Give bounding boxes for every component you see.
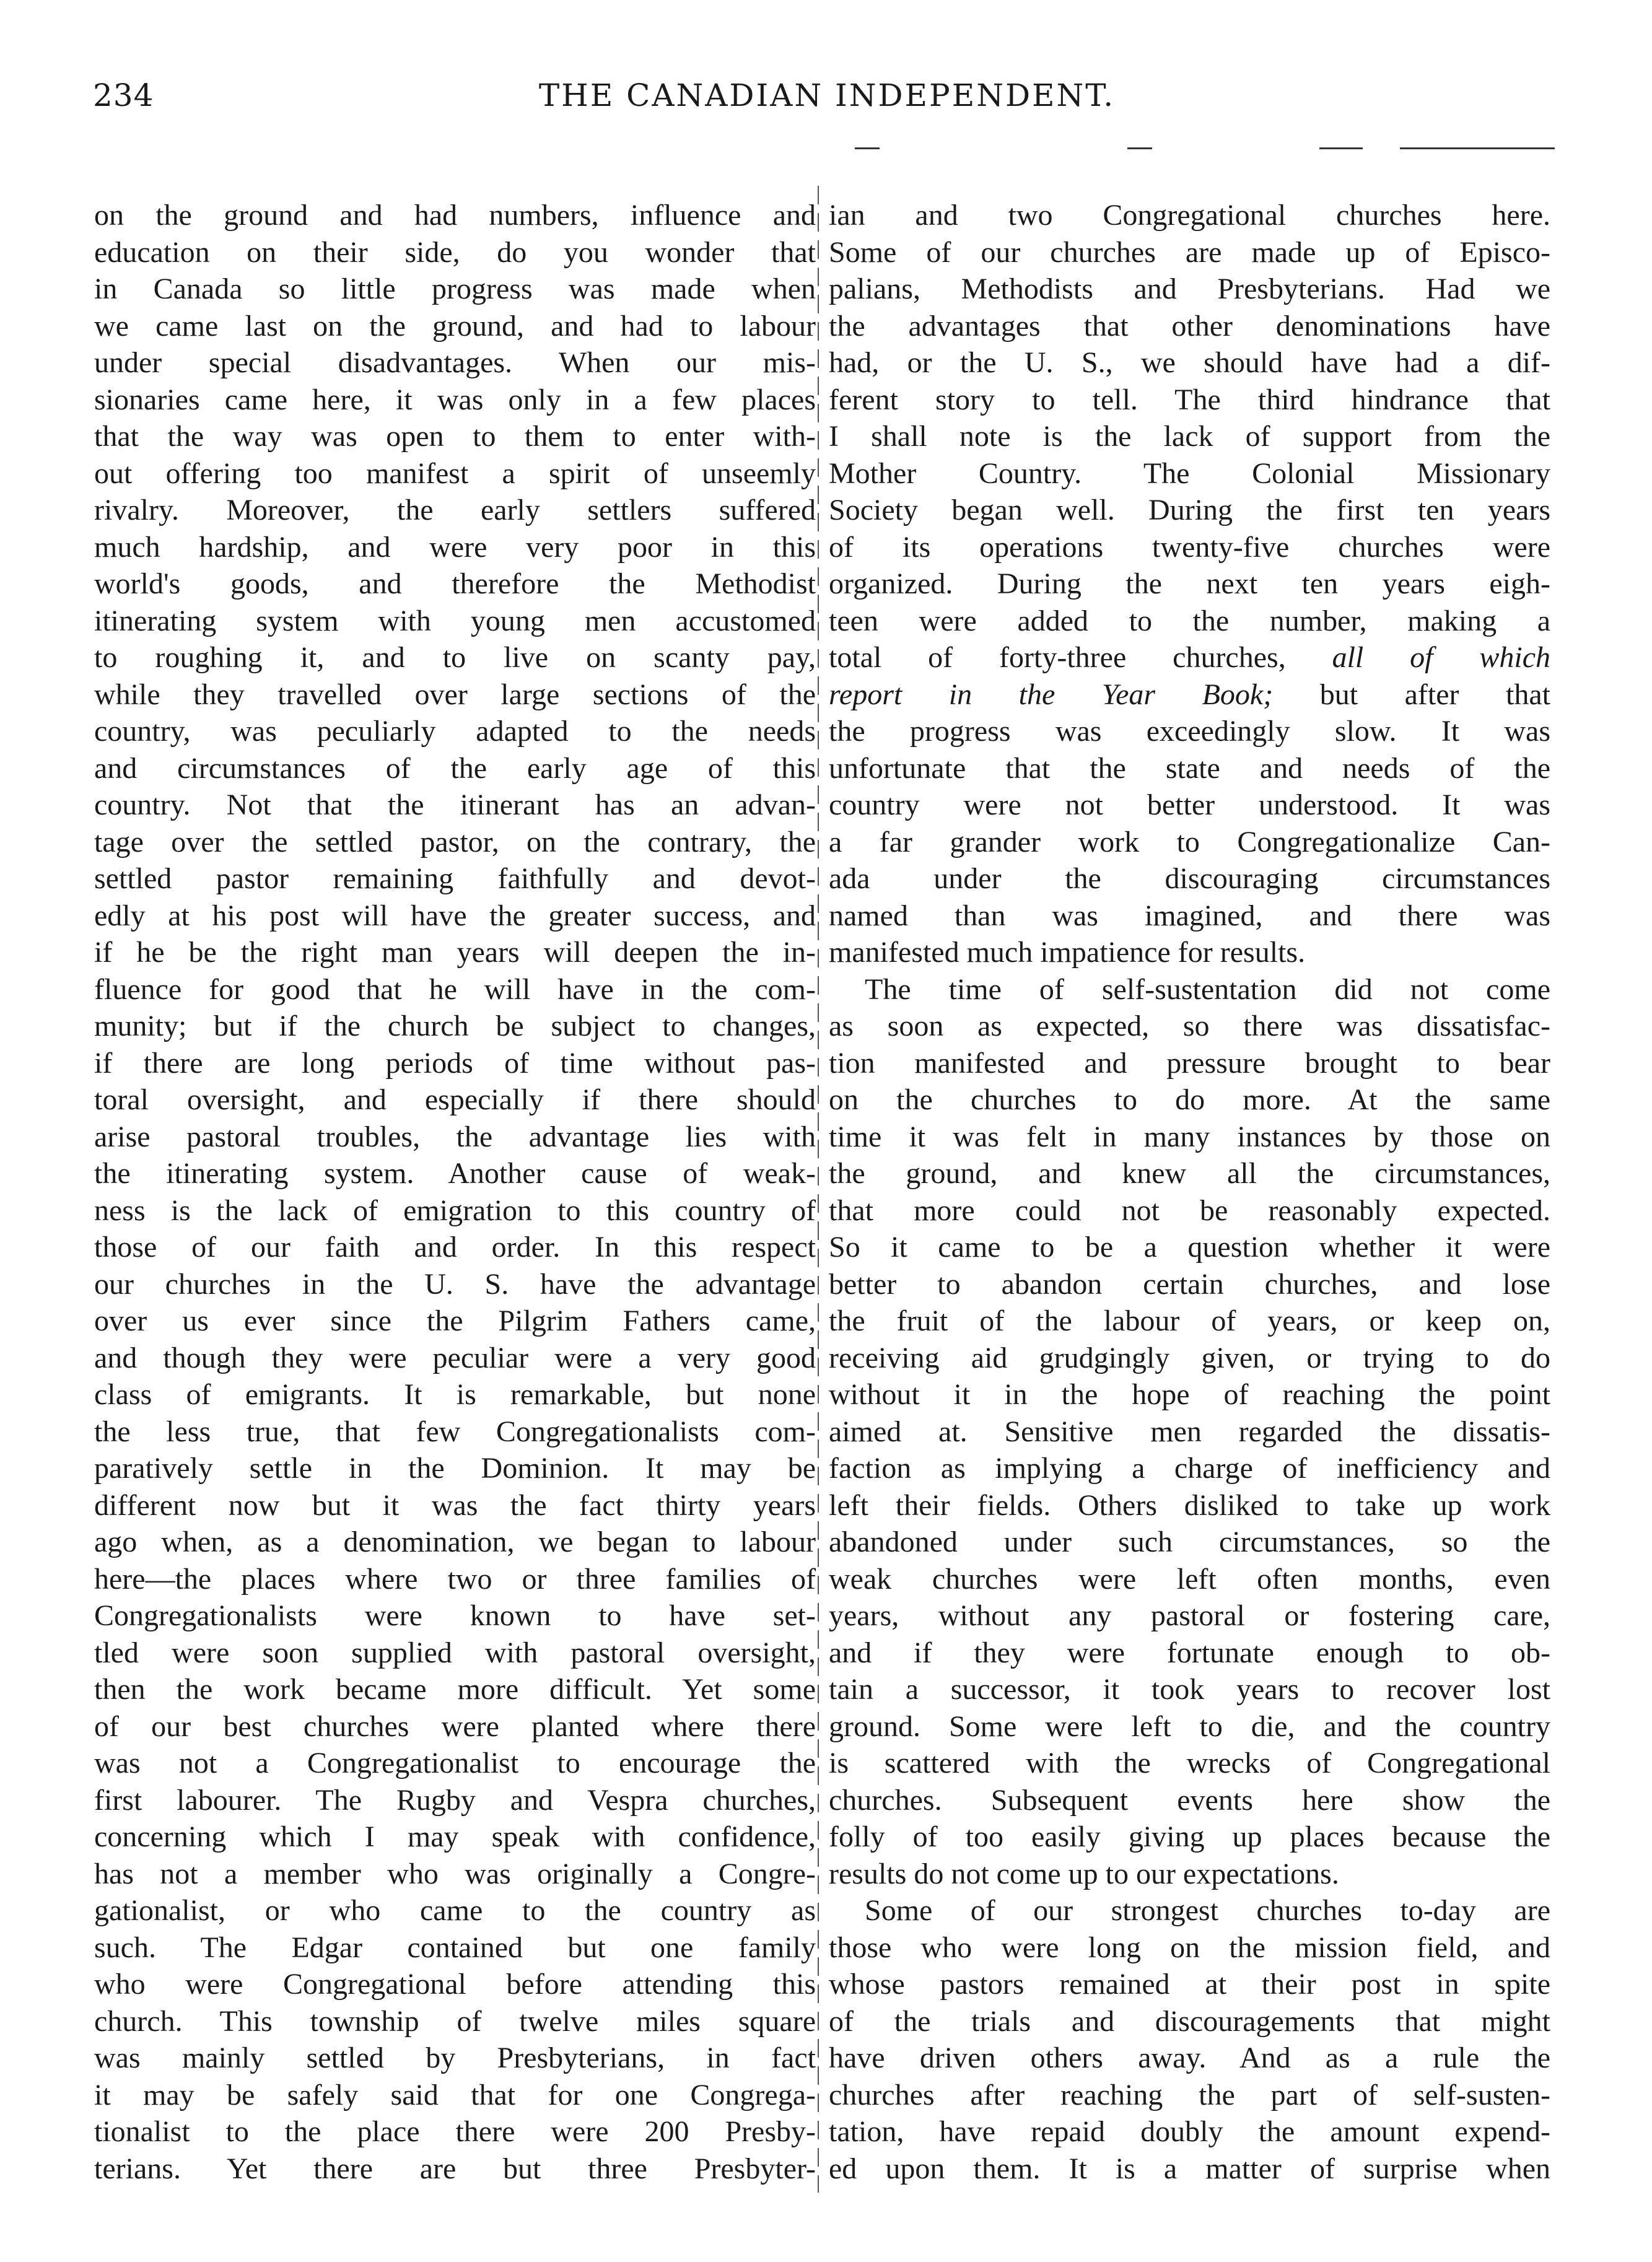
text-line: church. This township of twelve miles square <box>94 2004 816 2038</box>
text-line: settled pastor remaining faithfully and devot- <box>94 862 816 895</box>
text-line: total of forty-three churches, all of which <box>829 641 1551 674</box>
text-line: fluence for good that he will have in the com- <box>94 972 816 1006</box>
text-line: of our best churches were planted where there <box>94 1710 816 1743</box>
text-line: manifested much impatience for results. <box>829 936 1306 969</box>
text-line: abandoned under such circumstances, so the <box>829 1526 1550 1558</box>
text-line: tled were soon supplied with pastoral oversight, <box>94 1636 816 1669</box>
text-line: ferent story to tell. The third hindrance that <box>829 383 1550 416</box>
text-line: that more could not be reasonably expected. <box>829 1194 1550 1227</box>
text-line: itinerating system with young men accustomed <box>94 604 816 637</box>
text-line: edly at his post will have the greater success, and <box>94 899 816 932</box>
text-line: and though they were peculiar were a very good <box>94 1341 816 1374</box>
text-line: tage over the settled pastor, on the contrary, the <box>94 825 816 858</box>
text-line: toral oversight, and especially if there should <box>94 1083 816 1116</box>
header-rule <box>1400 147 1555 149</box>
text-line: of its operations twenty-five churches were <box>829 530 1550 564</box>
text-line: it may be safely said that for one Congrega- <box>94 2078 816 2111</box>
text-line: much hardship, and were very poor in this <box>94 530 816 564</box>
text-line: gationalist, or who came to the country as <box>94 1894 816 1927</box>
text-line: out offering too manifest a spirit of unseemly <box>94 456 816 490</box>
text-line: of the trials and discouragements that might <box>829 2004 1550 2038</box>
text-line: munity; but if the church be subject to changes, <box>94 1010 816 1042</box>
text-line: without it in the hope of reaching the point <box>829 1378 1550 1411</box>
text-line: years, without any pastoral or fostering care, <box>829 1599 1550 1632</box>
text-line: report in the Year Book; but after that <box>829 678 1550 711</box>
text-line: as soon as expected, so there was dissatisfac- <box>829 1010 1550 1042</box>
text-line: country. Not that the itinerant has an advan- <box>94 788 816 821</box>
text-line: teen were added to the number, making a <box>829 604 1550 637</box>
text-line: concerning which I may speak with confidence, <box>94 1820 816 1853</box>
right-column <box>829 197 1550 2187</box>
text-line: different now but it was the fact thirty years <box>94 1488 816 1522</box>
text-line: had, or the U. S., we should have had a dif- <box>829 346 1550 379</box>
text-line: aimed at. Sensitive men regarded the dissatis- <box>829 1415 1550 1448</box>
italic-fragment: report in the Year Book; <box>829 678 1274 711</box>
text-line: ian and two Congregational churches here. <box>829 199 1550 232</box>
header-rule-fragment <box>1127 147 1152 149</box>
text-line: faction as implying a charge of inefficiency and <box>829 1452 1550 1485</box>
text-line: those who were long on the mission field, and <box>829 1931 1550 1964</box>
text-line: those of our faith and order. In this respect <box>94 1231 816 1264</box>
text-line: a far grander work to Congregationalize Can- <box>829 825 1550 858</box>
text-line: on the ground and had numbers, influence and <box>94 199 816 232</box>
text-line: So it came to be a question whether it were <box>829 1231 1550 1264</box>
text-line: tation, have repaid doubly the amount expend- <box>829 2115 1550 2148</box>
text-line: folly of too easily giving up places because the <box>829 1820 1550 1853</box>
text-line: Some of our strongest churches to-day are <box>865 1894 1550 1927</box>
text-line: Some of our churches are made up of Episco- <box>829 235 1550 269</box>
text-line: here—the places where two or three families of <box>94 1562 816 1596</box>
text-line: the fruit of the labour of years, or keep on, <box>829 1304 1550 1337</box>
text-line: better to abandon certain churches, and lose <box>829 1267 1550 1301</box>
text-line: to roughing it, and to live on scanty pay, <box>94 641 816 674</box>
left-column <box>94 197 816 2187</box>
text-line: sionaries came here, it was only in a few places <box>94 383 816 416</box>
text-line: left their fields. Others disliked to take up work <box>829 1488 1550 1522</box>
text-line: our churches in the U. S. have the advantage <box>94 1267 816 1301</box>
text-line: unfortunate that the state and needs of the <box>829 751 1550 785</box>
text-line: has not a member who was originally a Congre- <box>94 1857 816 1890</box>
text-line: the less true, that few Congregationalists com- <box>94 1415 816 1448</box>
text-line: Congregationalists were known to have set- <box>94 1599 816 1632</box>
text-line: churches after reaching the part of self-susten- <box>829 2078 1550 2111</box>
text-line: the itinerating system. Another cause of weak- <box>94 1157 816 1190</box>
text-line: weak churches were left often months, even <box>829 1562 1550 1596</box>
text-line: tionalist to the place there were 200 Presby- <box>94 2115 816 2148</box>
text-line: in Canada so little progress was made when <box>94 273 816 305</box>
text-line: terians. Yet there are but three Presbyter- <box>94 2152 816 2185</box>
text-line: receiving aid grudgingly given, or trying to do <box>829 1341 1550 1374</box>
text-line: country, was peculiarly adapted to the needs <box>94 715 816 748</box>
text-line: and circumstances of the early age of this <box>94 751 816 785</box>
text-line: time it was felt in many instances by those on <box>829 1120 1550 1153</box>
header-rule-fragment <box>855 147 880 149</box>
text-line: rivalry. Moreover, the early settlers suffered <box>94 494 816 526</box>
text-line: I shall note is the lack of support from the <box>829 420 1550 453</box>
text-line: if he be the right man years will deepen the in- <box>94 936 816 969</box>
column-divider <box>818 186 819 2193</box>
text-line: results do not come up to our expectations. <box>829 1857 1339 1890</box>
text-line: while they travelled over large sections of the <box>94 678 816 711</box>
page-header <box>93 77 1561 127</box>
text-line: was mainly settled by Presbyterians, in fact <box>94 2041 816 2074</box>
text-line: world's goods, and therefore the Methodist <box>94 567 816 600</box>
text-line: under special disadvantages. When our mis- <box>94 346 816 379</box>
text-line: tion manifested and pressure brought to bear <box>829 1046 1550 1080</box>
text-line: first labourer. The Rugby and Vespra churches, <box>94 1783 816 1817</box>
text-line: that the way was open to them to enter with- <box>94 420 816 453</box>
text-line: is scattered with the wrecks of Congregational <box>829 1747 1550 1779</box>
text-line: ada under the discouraging circumstances <box>829 862 1550 895</box>
text-line: paratively settle in the Dominion. It may be <box>94 1452 816 1485</box>
text-line: education on their side, do you wonder that <box>94 235 816 269</box>
text-line: ground. Some were left to die, and the country <box>829 1710 1550 1743</box>
header-rule-fragment <box>1319 147 1363 149</box>
text-line: tain a successor, it took years to recover lost <box>829 1673 1550 1706</box>
text-line: country were not better understood. It was <box>829 788 1550 821</box>
text-line: we came last on the ground, and had to labour <box>94 309 816 343</box>
text-line: churches. Subsequent events here show the <box>829 1783 1550 1817</box>
text-line: if there are long periods of time without pas- <box>94 1046 816 1080</box>
text-line: on the churches to do more. At the same <box>829 1083 1550 1116</box>
text-line: The time of self-sustentation did not come <box>865 972 1550 1006</box>
text-line: the advantages that other denominations have <box>829 309 1550 343</box>
text-line: class of emigrants. It is remarkable, but none <box>94 1378 816 1411</box>
text-line: organized. During the next ten years eigh- <box>829 567 1550 600</box>
text-line: have driven others away. And as a rule the <box>829 2041 1550 2074</box>
text-line: over us ever since the Pilgrim Fathers came, <box>94 1304 816 1337</box>
text-line: named than was imagined, and there was <box>829 899 1550 932</box>
text-line: Society began well. During the first ten years <box>829 494 1550 526</box>
text-line: ago when, as a denomination, we began to labour <box>94 1526 816 1558</box>
text-line: was not a Congregationalist to encourage the <box>94 1747 816 1779</box>
text-line: then the work became more difficult. Yet some <box>94 1673 816 1706</box>
text-line: and if they were fortunate enough to ob- <box>829 1636 1550 1669</box>
text-line: ed upon them. It is a matter of surprise when <box>829 2152 1550 2185</box>
running-title: THE CANADIAN INDEPENDENT. <box>538 77 1116 113</box>
text-line: such. The Edgar contained but one family <box>94 1931 816 1964</box>
text-line: Mother Country. The Colonial Missionary <box>829 456 1550 490</box>
text-line: whose pastors remained at their post in spite <box>829 1968 1550 2001</box>
text-line: ness is the lack of emigration to this country of <box>94 1194 816 1227</box>
text-line: the progress was exceedingly slow. It was <box>829 715 1550 748</box>
text-line: arise pastoral troubles, the advantage lies with <box>94 1120 816 1153</box>
italic-fragment: all of which <box>1332 641 1551 674</box>
text-line: who were Congregational before attending this <box>94 1968 816 2001</box>
text-line: the ground, and knew all the circumstances, <box>829 1157 1550 1190</box>
text-line: palians, Methodists and Presbyterians. Had we <box>829 273 1550 305</box>
page-number: 234 <box>93 77 154 113</box>
